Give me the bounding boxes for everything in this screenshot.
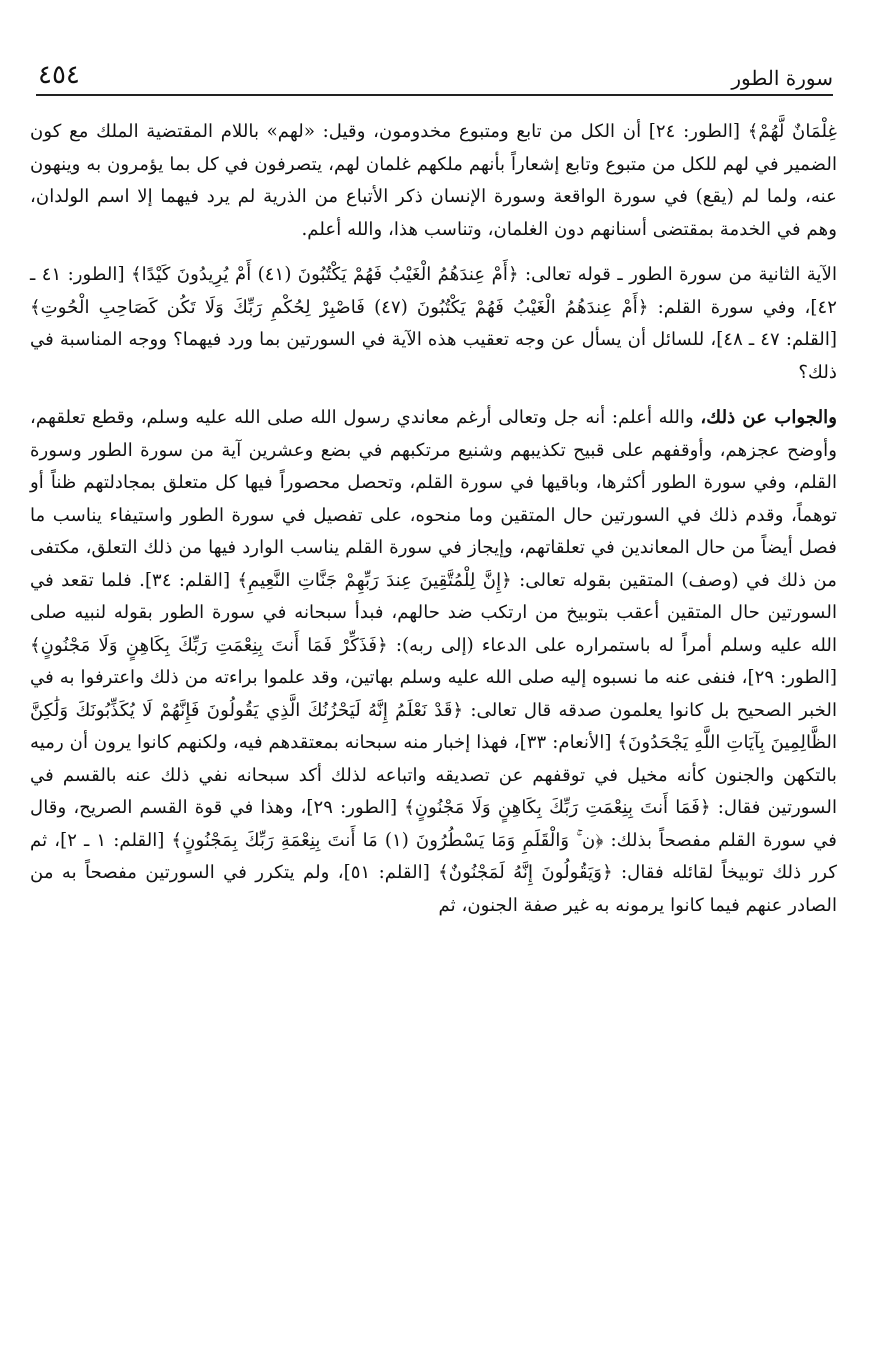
page-body xyxy=(30,116,837,922)
paragraph-text: الآية الثانية من سورة الطور ـ قوله تعالى: ﴿أَمْ عِندَهُمُ الْغَيْبُ فَهُمْ يَكْتُبُونَ (٤١) أَمْ يُرِيدُونَ كَيْدًا﴾ [الطور: ٤١ ـ ٤٢]، وفي سورة القلم: ﴿أَمْ عِندَهُمُ الْغَيْبُ فَهُمْ يَكْتُبُونَ (٤٧) فَاصْبِرْ لِحُكْمِ رَبِّكَ وَلَا تَكُن كَصَاحِبِ الْحُوتِ﴾ [القلم: ٤٧ ـ ٤٨]، للسائل أن يسأل عن وجه تعقيب هذه الآية في السورتين بما ورد فيهما؟ ووجه المناسبة في ذلك؟ xyxy=(30,264,837,383)
answer-lead: والجواب عن ذلك، xyxy=(700,407,837,428)
running-title: سورة الطور xyxy=(731,66,833,90)
paragraph-text: غِلْمَانٌ لَّهُمْ﴾ [الطور: ٢٤] أن الكل من تابع ومتبوع مخدومون، وقيل: «لهم» باللام المقتضية الملك مع كون الضمير في لهم للكل من متبوع وتابع إشعاراً بأنهم ملكهم غلمان لهم، يتصرفون في كل بما يؤمرون به وينهون عنه، ولما لم (يقع) في سورة الواقعة وسورة الإنسان ذكر الأتباع من الذرية لم يرد فيهما إلا اسم الولدان، وهم في الخدمة بمقتضى أسنانهم دون الغلمان، وتناسب هذا، والله أعلم. xyxy=(30,121,837,240)
paragraph-text: والله أعلم: أنه جل وتعالى أرغم معاندي رسول الله صلى الله عليه وسلم، وقطع تعلقهم، وأوضح عجزهم، وأوقفهم على قبيح تكذيبهم وشنيع مرتكبهم في بضع وعشرين آية من سورة الطور وسورة القلم، وفي سورة الطور أكثرها، وباقيها في سورة القلم، وتحصل محصوراً فيها كل متعلق بمجادلتهم ظناً أو توهماً، وقدم ذلك في السورتين حال المتقين وما منحوه، على تفصيل في سورة الطور واستيفاء يناسب ما فصل أيضاً من حال المعاندين في تعلقاتهم، وإيجاز في سورة القلم يناسب الوارد فيها من ذلك التعلق، مكتفى من ذلك في (وصف) المتقين بقوله تعالى: ﴿إِنَّ لِلْمُتَّقِينَ عِندَ رَبِّهِمْ جَنَّاتِ النَّعِيمِ﴾ [القلم: ٣٤]. فلما تقعد في السورتين حال المتقين أعقب بتوبيخ من ارتكب ضد حالهم، فبدأ سبحانه في سورة الطور بقوله لنبيه صلى الله عليه وسلم أمراً له باستمراره على الدعاء (إلى ربه): ﴿فَذَكِّرْ فَمَا أَنتَ بِنِعْمَتِ رَبِّكَ بِكَاهِنٍ وَلَا مَجْنُونٍ﴾ [الطور: ٢٩]، فنفى عنه ما نسبوه إليه صلى الله عليه وسلم بهاتين، وقد علموا براءته من ذلك واعترفوا به في الخبر الصحيح بل كانوا يعلمون صدقه قال تعالى: ﴿قَدْ نَعْلَمُ إِنَّهُ لَيَحْزُنُكَ الَّذِي يَقُولُونَ فَإِنَّهُمْ لَا يُكَذِّبُونَكَ وَلَٰكِنَّ الظَّالِمِينَ بِآيَاتِ اللَّهِ يَجْحَدُونَ﴾ [الأنعام: ٣٣]، فهذا إخبار منه سبحانه بمعتقدهم فيه، ولكنهم كانوا يرون أن رميه بالتكهن والجنون كأنه مخيل في توقفهم عن تصديقه واتباعه لذلك أكد سبحانه نفي ذلك عنه بالقسم في السورتين فقال: ﴿فَمَا أَنتَ بِنِعْمَتِ رَبِّكَ بِكَاهِنٍ وَلَا مَجْنُونٍ﴾ [الطور: ٢٩]، وهذا في قوة القسم الصريح، وقال في سورة القلم مفصحاً بذلك: ﴿ن ۚ وَالْقَلَمِ وَمَا يَسْطُرُونَ (١) مَا أَنتَ بِنِعْمَةِ رَبِّكَ بِمَجْنُونٍ﴾ [القلم: ١ ـ ٢]، ثم كرر ذلك توبيخاً لقائله فقال: ﴿وَيَقُولُونَ إِنَّهُ لَمَجْنُونٌ﴾ [القلم: ٥١]، ولم يتكرر في السورتين مفصحاً به من الصادر عنهم فيما كانوا يرمونه به غير صفة الجنون، ثم xyxy=(30,407,838,916)
header-divider xyxy=(36,94,833,96)
page-number: ٤٥٤ xyxy=(38,60,80,90)
page-header xyxy=(38,40,833,90)
paragraph-1 xyxy=(30,116,837,246)
paragraph-2 xyxy=(30,259,837,389)
paragraph-3 xyxy=(30,402,837,922)
